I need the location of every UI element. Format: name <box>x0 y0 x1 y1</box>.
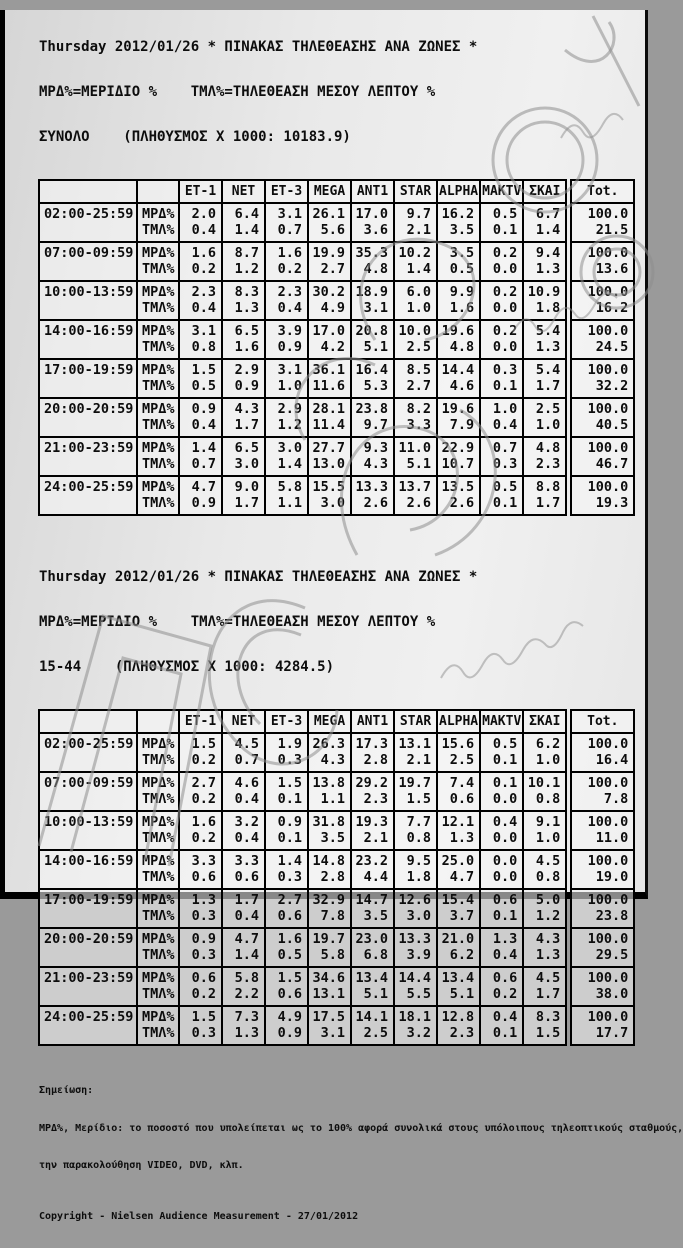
value-cell: 4.3 1.3 <box>523 928 566 967</box>
value-cell: 7.3 1.3 <box>222 1006 265 1045</box>
value-cell: 14.8 2.8 <box>308 850 351 889</box>
column-header-channel: MEGA <box>308 180 351 203</box>
value-cell: 9.4 1.3 <box>523 242 566 281</box>
value-cell: 2.5 1.0 <box>523 398 566 437</box>
table-row-total <box>571 242 634 281</box>
table-row <box>39 733 566 772</box>
value-cell: 0.2 0.0 <box>480 281 523 320</box>
report-title: Thursday 2012/01/26 * ΠΙΝΑΚΑΣ ΤΗΛΕΘΕΑΣΗΣ ΑΝΑ ΖΩΝΕΣ * <box>39 569 478 585</box>
value-cell: 4.3 1.7 <box>222 398 265 437</box>
value-cell: 9.0 1.7 <box>222 476 265 515</box>
value-cell: 3.5 0.5 <box>437 242 480 281</box>
table-row-total <box>571 772 634 811</box>
total-cell: 100.0 46.7 <box>571 437 634 476</box>
value-cell: 0.4 0.0 <box>480 811 523 850</box>
table-row <box>39 203 566 242</box>
value-cell: 4.6 0.4 <box>222 772 265 811</box>
value-cell: 5.4 1.7 <box>523 359 566 398</box>
value-cell: 34.6 13.1 <box>308 967 351 1006</box>
table-row <box>39 850 566 889</box>
value-cell: 1.0 0.4 <box>480 398 523 437</box>
total-cell: 100.0 40.5 <box>571 398 634 437</box>
value-cell: 1.9 0.3 <box>265 733 308 772</box>
column-header-metric <box>137 710 179 733</box>
total-cell: 100.0 16.4 <box>571 733 634 772</box>
value-cell: 13.8 1.1 <box>308 772 351 811</box>
zone-cell: 21:00-23:59 <box>39 437 137 476</box>
value-cell: 4.9 0.9 <box>265 1006 308 1045</box>
total-cell: 100.0 29.5 <box>571 928 634 967</box>
column-header-channel: ET-3 <box>265 180 308 203</box>
value-cell: 17.5 3.1 <box>308 1006 351 1045</box>
value-cell: 27.7 13.0 <box>308 437 351 476</box>
value-cell: 5.8 1.1 <box>265 476 308 515</box>
column-header-channel: ΣΚΑΙ <box>523 710 566 733</box>
value-cell: 4.8 2.3 <box>523 437 566 476</box>
value-cell: 23.2 4.4 <box>351 850 394 889</box>
value-cell: 29.2 2.3 <box>351 772 394 811</box>
value-cell: 3.0 1.4 <box>265 437 308 476</box>
value-cell: 10.2 1.4 <box>394 242 437 281</box>
value-cell: 2.3 0.4 <box>179 281 222 320</box>
value-cell: 1.4 0.3 <box>265 850 308 889</box>
metric-cell: ΜΡΔ% ΤΜΛ% <box>137 320 179 359</box>
value-cell: 21.0 6.2 <box>437 928 480 967</box>
table-row <box>39 281 566 320</box>
value-cell: 0.5 0.1 <box>480 733 523 772</box>
table-row-total <box>571 928 634 967</box>
value-cell: 1.6 0.2 <box>179 242 222 281</box>
value-cell: 0.1 0.0 <box>480 772 523 811</box>
value-cell: 10.0 2.5 <box>394 320 437 359</box>
value-cell: 12.8 2.3 <box>437 1006 480 1045</box>
zone-cell: 24:00-25:59 <box>39 476 137 515</box>
total-cell: 100.0 17.7 <box>571 1006 634 1045</box>
metric-cell: ΜΡΔ% ΤΜΛ% <box>137 928 179 967</box>
metric-cell: ΜΡΔ% ΤΜΛ% <box>137 398 179 437</box>
value-cell: 0.6 0.2 <box>179 967 222 1006</box>
value-cell: 2.9 1.2 <box>265 398 308 437</box>
metric-cell: ΜΡΔ% ΤΜΛ% <box>137 203 179 242</box>
column-header-total: Tot. <box>571 710 634 733</box>
column-header-zone <box>39 180 137 203</box>
value-cell: 0.3 0.1 <box>480 359 523 398</box>
value-cell: 0.9 0.4 <box>179 398 222 437</box>
value-cell: 20.8 5.1 <box>351 320 394 359</box>
total-cell: 100.0 23.8 <box>571 889 634 928</box>
value-cell: 1.5 0.2 <box>179 733 222 772</box>
zone-cell: 24:00-25:59 <box>39 1006 137 1045</box>
value-cell: 4.7 1.4 <box>222 928 265 967</box>
zone-cell: 21:00-23:59 <box>39 967 137 1006</box>
column-header-channel: STAR <box>394 710 437 733</box>
value-cell: 23.8 9.7 <box>351 398 394 437</box>
value-cell: 5.8 2.2 <box>222 967 265 1006</box>
value-cell: 36.1 11.6 <box>308 359 351 398</box>
value-cell: 8.8 1.7 <box>523 476 566 515</box>
total-cell: 100.0 32.2 <box>571 359 634 398</box>
value-cell: 1.5 0.3 <box>179 1006 222 1045</box>
value-cell: 1.3 0.3 <box>179 889 222 928</box>
value-cell: 13.1 2.1 <box>394 733 437 772</box>
column-header-channel: ANT1 <box>351 710 394 733</box>
value-cell: 28.1 11.4 <box>308 398 351 437</box>
report-legend: ΜΡΔ%=ΜΕΡΙΔΙΟ % ΤΜΛ%=ΤΗΛΕΘΕΑΣΗ ΜΕΣΟΥ ΛΕΠΤΟΥ % <box>39 84 436 100</box>
table-row-total <box>571 281 634 320</box>
value-cell: 0.4 0.1 <box>480 1006 523 1045</box>
value-cell: 6.0 1.0 <box>394 281 437 320</box>
value-cell: 19.3 2.1 <box>351 811 394 850</box>
metric-cell: ΜΡΔ% ΤΜΛ% <box>137 476 179 515</box>
table-row-total <box>571 811 634 850</box>
value-cell: 10.9 1.8 <box>523 281 566 320</box>
value-cell: 12.1 1.3 <box>437 811 480 850</box>
value-cell: 9.5 1.8 <box>394 850 437 889</box>
value-cell: 19.7 5.8 <box>308 928 351 967</box>
value-cell: 14.4 4.6 <box>437 359 480 398</box>
value-cell: 22.9 10.7 <box>437 437 480 476</box>
column-header-channel: STAR <box>394 180 437 203</box>
value-cell: 3.3 0.6 <box>222 850 265 889</box>
value-cell: 1.4 0.7 <box>179 437 222 476</box>
table-row <box>39 811 566 850</box>
table-row <box>39 889 566 928</box>
value-cell: 2.7 0.2 <box>179 772 222 811</box>
table-row-total <box>571 733 634 772</box>
value-cell: 9.1 1.0 <box>523 811 566 850</box>
metric-cell: ΜΡΔ% ΤΜΛ% <box>137 811 179 850</box>
table-row <box>39 359 566 398</box>
value-cell: 14.4 5.5 <box>394 967 437 1006</box>
table-row-total <box>571 437 634 476</box>
column-header-channel: ALPHA <box>437 180 480 203</box>
zone-cell: 17:00-19:59 <box>39 889 137 928</box>
value-cell: 19.6 4.8 <box>437 320 480 359</box>
value-cell: 0.7 0.3 <box>480 437 523 476</box>
value-cell: 9.3 4.3 <box>351 437 394 476</box>
value-cell: 8.7 1.2 <box>222 242 265 281</box>
value-cell: 3.3 0.6 <box>179 850 222 889</box>
value-cell: 23.0 6.8 <box>351 928 394 967</box>
value-cell: 0.6 0.2 <box>480 967 523 1006</box>
total-cell: 100.0 13.6 <box>571 242 634 281</box>
value-cell: 35.3 4.8 <box>351 242 394 281</box>
value-cell: 1.5 0.1 <box>265 772 308 811</box>
value-cell: 13.3 3.9 <box>394 928 437 967</box>
zone-table <box>38 179 645 516</box>
column-header-channel: ALPHA <box>437 710 480 733</box>
value-cell: 0.2 0.0 <box>480 242 523 281</box>
value-cell: 18.1 3.2 <box>394 1006 437 1045</box>
value-cell: 6.5 3.0 <box>222 437 265 476</box>
value-cell: 14.1 2.5 <box>351 1006 394 1045</box>
ratings-table-total-column <box>570 179 635 516</box>
column-header-channel: ET-3 <box>265 710 308 733</box>
column-header-channel: NET <box>222 710 265 733</box>
total-cell: 100.0 7.8 <box>571 772 634 811</box>
column-header-channel: NET <box>222 180 265 203</box>
value-cell: 0.5 0.1 <box>480 203 523 242</box>
value-cell: 1.6 0.5 <box>265 928 308 967</box>
value-cell: 10.1 0.8 <box>523 772 566 811</box>
column-header-metric <box>137 180 179 203</box>
table-row <box>39 967 566 1006</box>
ratings-table-main <box>38 709 567 1046</box>
value-cell: 4.5 0.8 <box>523 850 566 889</box>
value-cell: 1.7 0.4 <box>222 889 265 928</box>
value-cell: 15.5 3.0 <box>308 476 351 515</box>
total-cell: 100.0 19.3 <box>571 476 634 515</box>
table-row <box>39 242 566 281</box>
total-cell: 100.0 19.0 <box>571 850 634 889</box>
value-cell: 17.0 3.6 <box>351 203 394 242</box>
column-header-channel: ET-1 <box>179 180 222 203</box>
metric-cell: ΜΡΔ% ΤΜΛ% <box>137 437 179 476</box>
zone-cell: 07:00-09:59 <box>39 772 137 811</box>
value-cell: 2.9 0.9 <box>222 359 265 398</box>
value-cell: 6.5 1.6 <box>222 320 265 359</box>
table-row-total <box>571 850 634 889</box>
footer-note-title: Σημείωση: <box>39 1085 94 1096</box>
value-cell: 13.3 2.6 <box>351 476 394 515</box>
value-cell: 16.4 5.3 <box>351 359 394 398</box>
table-row <box>39 398 566 437</box>
ratings-table-main <box>38 179 567 516</box>
report-page <box>0 10 683 1222</box>
value-cell: 2.7 0.6 <box>265 889 308 928</box>
value-cell: 16.2 3.5 <box>437 203 480 242</box>
value-cell: 6.2 1.0 <box>523 733 566 772</box>
metric-cell: ΜΡΔ% ΤΜΛ% <box>137 772 179 811</box>
value-cell: 9.7 2.1 <box>394 203 437 242</box>
value-cell: 19.9 2.7 <box>308 242 351 281</box>
value-cell: 0.6 0.1 <box>480 889 523 928</box>
zone-cell: 14:00-16:59 <box>39 850 137 889</box>
value-cell: 4.7 0.9 <box>179 476 222 515</box>
zone-cell: 10:00-13:59 <box>39 811 137 850</box>
value-cell: 7.4 0.6 <box>437 772 480 811</box>
value-cell: 4.5 0.7 <box>222 733 265 772</box>
value-cell: 1.6 0.2 <box>179 811 222 850</box>
value-cell: 5.0 1.2 <box>523 889 566 928</box>
value-cell: 19.7 1.5 <box>394 772 437 811</box>
value-cell: 8.3 1.5 <box>523 1006 566 1045</box>
value-cell: 13.4 5.1 <box>437 967 480 1006</box>
value-cell: 32.9 7.8 <box>308 889 351 928</box>
value-cell: 14.7 3.5 <box>351 889 394 928</box>
report-target-group: ΣΥΝΟΛΟ (ΠΛΗΘΥΣΜΟΣ X 1000: 10183.9) <box>39 129 351 145</box>
value-cell: 0.2 0.0 <box>480 320 523 359</box>
table-row-total <box>571 203 634 242</box>
value-cell: 6.4 1.4 <box>222 203 265 242</box>
value-cell: 17.3 2.8 <box>351 733 394 772</box>
zone-table <box>38 709 645 1046</box>
value-cell: 6.7 1.4 <box>523 203 566 242</box>
value-cell: 26.1 5.6 <box>308 203 351 242</box>
value-cell: 1.5 0.6 <box>265 967 308 1006</box>
footer <box>39 1060 683 1248</box>
value-cell: 3.9 0.9 <box>265 320 308 359</box>
column-header-channel: MAKTV <box>480 710 523 733</box>
zone-cell: 02:00-25:59 <box>39 733 137 772</box>
value-cell: 7.7 0.8 <box>394 811 437 850</box>
footer-note-line1: ΜΡΔ%, Μερίδιο: το ποσοστό που υπολείπεται ως το 100% αφορά συνολικά στους υπόλοιπους τηλεοπτικούς σταθμούς, <box>39 1122 683 1134</box>
column-header-channel: MAKTV <box>480 180 523 203</box>
column-header-channel: MEGA <box>308 710 351 733</box>
metric-cell: ΜΡΔ% ΤΜΛ% <box>137 242 179 281</box>
table-row-total <box>571 476 634 515</box>
value-cell: 4.5 1.7 <box>523 967 566 1006</box>
value-cell: 18.9 3.1 <box>351 281 394 320</box>
metric-cell: ΜΡΔ% ΤΜΛ% <box>137 281 179 320</box>
value-cell: 13.7 2.6 <box>394 476 437 515</box>
column-header-channel: ET-1 <box>179 710 222 733</box>
table-row <box>39 320 566 359</box>
value-cell: 3.1 1.0 <box>265 359 308 398</box>
value-cell: 1.3 0.4 <box>480 928 523 967</box>
table-row-total <box>571 889 634 928</box>
value-cell: 8.3 1.3 <box>222 281 265 320</box>
zone-cell: 20:00-20:59 <box>39 928 137 967</box>
table-row-total <box>571 398 634 437</box>
report-legend: ΜΡΔ%=ΜΕΡΙΔΙΟ % ΤΜΛ%=ΤΗΛΕΘΕΑΣΗ ΜΕΣΟΥ ΛΕΠΤΟΥ % <box>39 614 436 630</box>
table-row-total <box>571 320 634 359</box>
zone-cell: 10:00-13:59 <box>39 281 137 320</box>
value-cell: 0.9 0.3 <box>179 928 222 967</box>
table-row-total <box>571 359 634 398</box>
table-row-total <box>571 967 634 1006</box>
zone-cell: 17:00-19:59 <box>39 359 137 398</box>
value-cell: 13.4 5.1 <box>351 967 394 1006</box>
metric-cell: ΜΡΔ% ΤΜΛ% <box>137 967 179 1006</box>
zone-cell: 07:00-09:59 <box>39 242 137 281</box>
value-cell: 26.3 4.3 <box>308 733 351 772</box>
total-cell: 100.0 16.2 <box>571 281 634 320</box>
zone-cell: 14:00-16:59 <box>39 320 137 359</box>
value-cell: 15.4 3.7 <box>437 889 480 928</box>
value-cell: 8.5 2.7 <box>394 359 437 398</box>
value-cell: 9.9 1.6 <box>437 281 480 320</box>
copyright: Copyright - Nielsen Audience Measurement - 27/01/2012 <box>39 1210 359 1222</box>
ratings-section-15-44 <box>5 540 645 1046</box>
value-cell: 5.4 1.3 <box>523 320 566 359</box>
footer-note-line2: την παρακολούθηση VIDEO, DVD, κλπ. <box>39 1160 244 1171</box>
total-cell: 100.0 11.0 <box>571 811 634 850</box>
table-row <box>39 772 566 811</box>
column-header-total: Tot. <box>571 180 634 203</box>
metric-cell: ΜΡΔ% ΤΜΛ% <box>137 359 179 398</box>
value-cell: 0.9 0.1 <box>265 811 308 850</box>
report-title: Thursday 2012/01/26 * ΠΙΝΑΚΑΣ ΤΗΛΕΘΕΑΣΗΣ ΑΝΑ ΖΩΝΕΣ * <box>39 39 478 55</box>
table-row-total <box>571 1006 634 1045</box>
ratings-table-total-column <box>570 709 635 1046</box>
table-row <box>39 1006 566 1045</box>
value-cell: 15.6 2.5 <box>437 733 480 772</box>
total-cell: 100.0 24.5 <box>571 320 634 359</box>
value-cell: 0.5 0.1 <box>480 476 523 515</box>
value-cell: 3.1 0.7 <box>265 203 308 242</box>
table-row <box>39 437 566 476</box>
zone-cell: 02:00-25:59 <box>39 203 137 242</box>
value-cell: 19.6 7.9 <box>437 398 480 437</box>
metric-cell: ΜΡΔ% ΤΜΛ% <box>137 733 179 772</box>
ratings-section-total <box>5 10 645 516</box>
column-header-channel: ANT1 <box>351 180 394 203</box>
value-cell: 3.1 0.8 <box>179 320 222 359</box>
metric-cell: ΜΡΔ% ΤΜΛ% <box>137 1006 179 1045</box>
report-target-group: 15-44 (ΠΛΗΘΥΣΜΟΣ X 1000: 4284.5) <box>39 659 335 675</box>
value-cell: 1.6 0.2 <box>265 242 308 281</box>
value-cell: 13.5 2.6 <box>437 476 480 515</box>
value-cell: 2.0 0.4 <box>179 203 222 242</box>
metric-cell: ΜΡΔ% ΤΜΛ% <box>137 889 179 928</box>
value-cell: 12.6 3.0 <box>394 889 437 928</box>
value-cell: 11.0 5.1 <box>394 437 437 476</box>
total-cell: 100.0 21.5 <box>571 203 634 242</box>
value-cell: 17.0 4.2 <box>308 320 351 359</box>
value-cell: 25.0 4.7 <box>437 850 480 889</box>
table-row <box>39 476 566 515</box>
column-header-channel: ΣΚΑΙ <box>523 180 566 203</box>
value-cell: 0.0 0.0 <box>480 850 523 889</box>
value-cell: 2.3 0.4 <box>265 281 308 320</box>
value-cell: 1.5 0.5 <box>179 359 222 398</box>
value-cell: 30.2 4.9 <box>308 281 351 320</box>
value-cell: 8.2 3.3 <box>394 398 437 437</box>
zone-cell: 20:00-20:59 <box>39 398 137 437</box>
total-cell: 100.0 38.0 <box>571 967 634 1006</box>
value-cell: 31.8 3.5 <box>308 811 351 850</box>
table-row <box>39 928 566 967</box>
metric-cell: ΜΡΔ% ΤΜΛ% <box>137 850 179 889</box>
column-header-zone <box>39 710 137 733</box>
value-cell: 3.2 0.4 <box>222 811 265 850</box>
